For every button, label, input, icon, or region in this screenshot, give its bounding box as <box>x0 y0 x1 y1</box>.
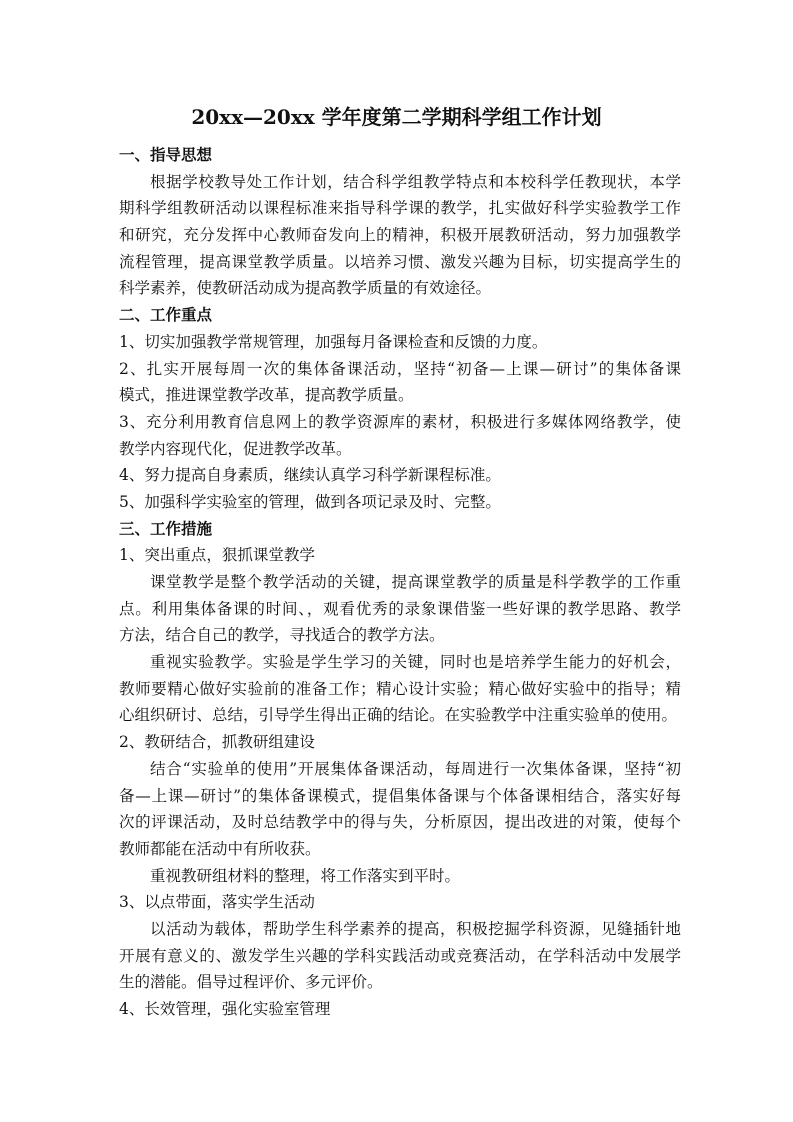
text-line: 以活动为载体，帮助学生科学素养的提高，积极挖掘学科资源，见缝插针地 <box>150 919 681 938</box>
text-line: 重视教研组材料的整理，将工作落实到平时。 <box>150 866 461 885</box>
section-heading <box>119 142 681 169</box>
text-line: 科学素养，使教研活动成为提高教学质量的有效途径。 <box>119 279 492 298</box>
text-line: 开展有意义的、激发学生兴趣的学科实践活动或竞赛活动，在学科活动中发展学 <box>119 946 681 965</box>
text-line: 一、指导思想 <box>119 145 213 164</box>
paragraph <box>119 649 681 729</box>
text-line: 2、扎实开展每周一次的集体备课活动，坚持“初备—上课—研讨”的集体备课 <box>119 359 681 378</box>
text-line: 重视实验教学。实验是学生学习的关键，同时也是培养学生能力的好机会， <box>150 653 681 672</box>
text-line: 模式，推进课堂教学改革，提高教学质量。 <box>119 386 414 405</box>
text-line: 2、教研结合，抓教研组建设 <box>119 733 315 752</box>
paragraph <box>119 863 681 890</box>
text-line: 3、充分利用教育信息网上的教学资源库的素材，积极进行多媒体网络教学，使 <box>119 412 681 431</box>
paragraph <box>119 542 681 569</box>
section-heading <box>119 302 681 329</box>
paragraph <box>119 889 681 916</box>
text-line: 4、长效管理，强化实验室管理 <box>119 1000 331 1018</box>
paragraph <box>119 329 681 356</box>
section-heading <box>119 516 681 543</box>
text-line: 流程管理，提高课堂教学质量。以培养习惯、激发兴趣为目标，切实提高学生的 <box>119 252 681 271</box>
paragraph <box>119 462 681 489</box>
text-line: 心组织研讨、总结，引导学生得出正确的结论。在实验教学中注重实验单的使用。 <box>119 706 678 725</box>
text-line: 3、以点带面，落实学生活动 <box>119 893 315 912</box>
text-line: 教师都能在活动中有所收获。 <box>119 839 321 858</box>
text-line: 点。利用集体备课的时间、，观看优秀的录象课借鉴一些好课的教学思路、教学 <box>119 599 681 618</box>
text-line: 结合“实验单的使用”开展集体备课活动，每周进行一次集体备课，坚持“初 <box>150 759 681 778</box>
text-line: 教师要精心做好实验前的准备工作；精心设计实验；精心做好实验中的指导；精 <box>119 679 681 698</box>
text-line: 5、加强科学实验室的管理，做到各项记录及时、完整。 <box>119 492 501 511</box>
text-line: 二、工作重点 <box>119 305 213 325</box>
document-title: 20xx—20xx 学年度第二学期科学组工作计划 <box>191 105 602 129</box>
paragraph <box>119 409 681 462</box>
paragraph <box>119 569 681 649</box>
text-line: 4、努力提高自身素质，继续认真学习科学新课程标准。 <box>119 466 501 485</box>
paragraph <box>119 489 681 516</box>
text-line: 次的评课活动，及时总结教学中的得与失，分析原因，提出改进的对策，使每个 <box>119 813 681 832</box>
paragraph <box>119 996 681 1023</box>
paragraph <box>119 356 681 409</box>
text-line: 根据学校教导处工作计划，结合科学组教学特点和本校科学任教现状，本学 <box>150 172 681 191</box>
text-line: 教学内容现代化，促进教学改革。 <box>119 439 352 458</box>
paragraph <box>119 916 681 996</box>
paragraph <box>119 756 681 863</box>
text-line: 1、切实加强教学常规管理，加强每月备课检查和反馈的力度。 <box>119 332 548 351</box>
paragraph <box>119 729 681 756</box>
text-line: 1、突出重点，狠抓课堂教学 <box>119 546 315 565</box>
text-line: 生的潜能。倡导过程评价、多元评价。 <box>119 973 383 992</box>
text-line: 课堂教学是整个教学活动的关键，提高课堂教学的质量是科学教学的工作重 <box>150 573 681 591</box>
text-line: 备—上课—研讨”的集体备课模式，提倡集体备课与个体备课相结合，落实好每 <box>119 786 681 805</box>
paragraph <box>119 169 681 302</box>
text-line: 期科学组教研活动以课程标准来指导科学课的教学，扎实做好科学实验教学工作 <box>119 199 681 218</box>
text-line: 三、工作措施 <box>119 518 213 538</box>
text-line: 和研究，充分发挥中心教师奋发向上的精神，积极开展教研活动，努力加强教学 <box>119 226 681 245</box>
text-line: 方法，结合自己的教学，寻找适合的教学方法。 <box>119 626 445 645</box>
document-body <box>119 142 681 1023</box>
